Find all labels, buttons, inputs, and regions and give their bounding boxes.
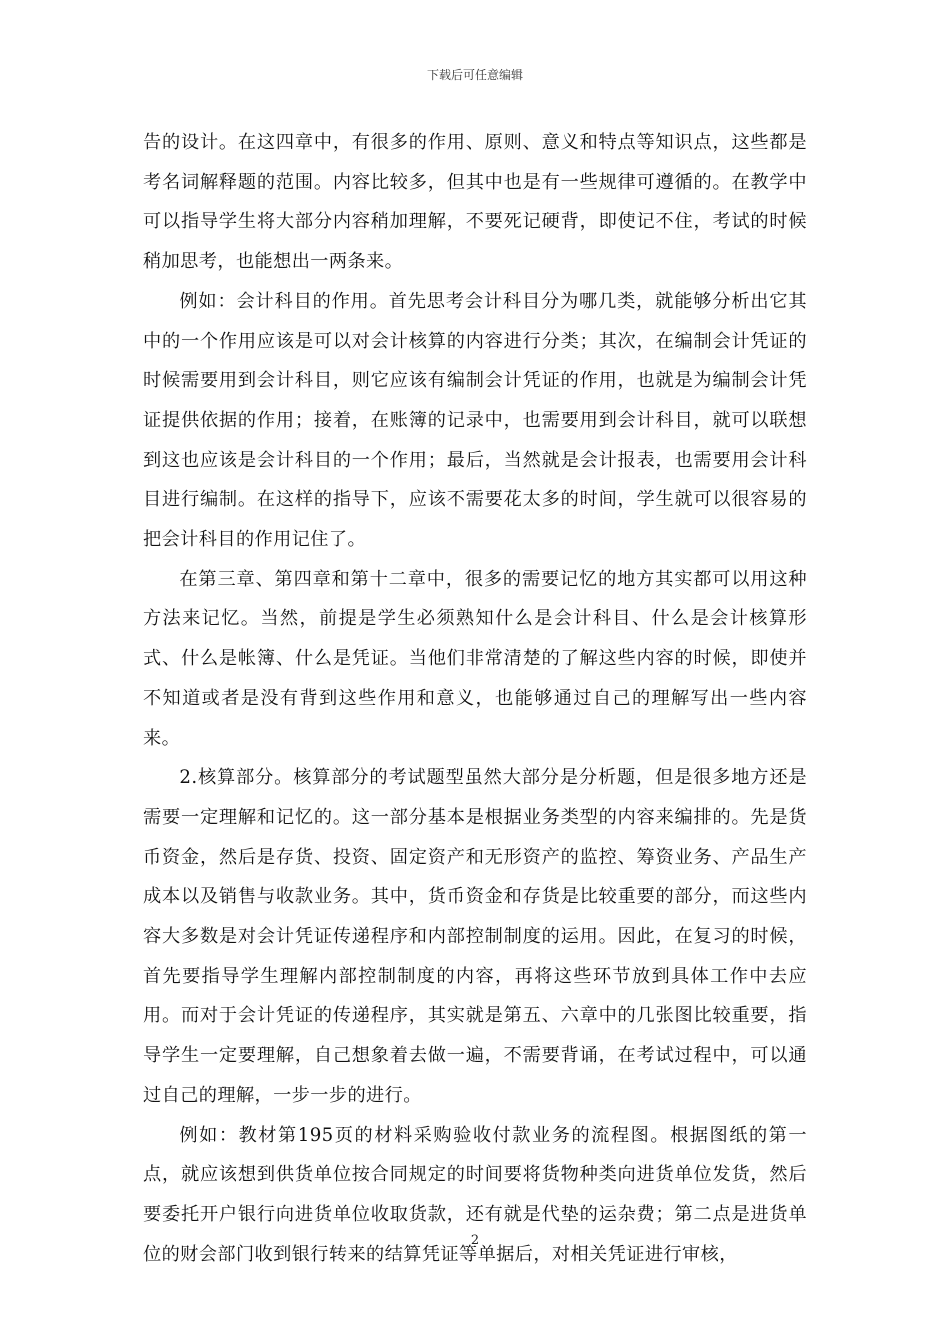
paragraph-4: 2.核算部分。核算部分的考试题型虽然大部分是分析题，但是很多地方还是需要一定理解和记忆的。这一部分基本是根据业务类型的内容来编排的。先是货币资金，然后是存货、投资、固定资产和无形资产的监控、筹资业务、产品生产成本以及销售与收款业务。其中，货币资金和存货是比较重要的部分，而这些内容大多数是对会计凭证传递程序和内部控制制度的运用。因此，在复习的时候，首先要指导学生理解内部控制制度的内容，再将这些环节放到具体工作中去应用。而对于会计凭证的传递程序，其实就是第五、六章中的几张图比较重要，指导学生一定要理解，自己想象着去做一遍，不需要背诵，在考试过程中，可以通过自己的理解，一步一步的进行。 <box>143 767 807 1106</box>
paragraph-1: 告的设计。在这四章中，有很多的作用、原则、意义和特点等知识点，这些都是考名词解释题的范围。内容比较多，但其中也是有一些规律可遵循的。在教学中可以指导学生将大部分内容稍加理解，不要死记硬背，即使记不住，考试的时候稍加思考，也能想出一两条来。 <box>143 132 807 273</box>
paragraph-5: 例如：教材第195页的材料采购验收付款业务的流程图。根据图纸的第一点，就应该想到供货单位按合同规定的时间要将货物种类向进货单位发货，然后要委托开户银行向进货单位收取货款，还有就是代垫的运杂费；第二点是进货单位的财会部门收到银行转来的结算凭证等单据后，对相关凭证进行审核， <box>143 1124 807 1265</box>
paragraph-2: 例如：会计科目的作用。首先思考会计科目分为哪几类，就能够分析出它其中的一个作用应该是可以对会计核算的内容进行分类；其次，在编制会计凭证的时候需要用到会计科目，则它应该有编制会计凭证的作用，也就是为编制会计凭证提供依据的作用；接着，在账簿的记录中，也需要用到会计科目，就可以联想到这也应该是会计科目的一个作用；最后，当然就是会计报表，也需要用会计科目进行编制。在这样的指导下，应该不需要花太多的时间，学生就可以很容易的把会计科目的作用记住了。 <box>143 290 807 551</box>
page-number: 2 <box>470 1233 480 1248</box>
body-text <box>143 123 807 1274</box>
page-header: 下载后可任意编辑 <box>426 68 523 82</box>
paragraph-3: 在第三章、第四章和第十二章中，很多的需要记忆的地方其实都可以用这种方法来记忆。当然，前提是学生必须熟知什么是会计科目、什么是会计核算形式、什么是帐簿、什么是凭证。当他们非常清楚的了解这些内容的时候，即使并不知道或者是没有背到这些作用和意义，也能够通过自己的理解写出一些内容来。 <box>143 568 807 749</box>
